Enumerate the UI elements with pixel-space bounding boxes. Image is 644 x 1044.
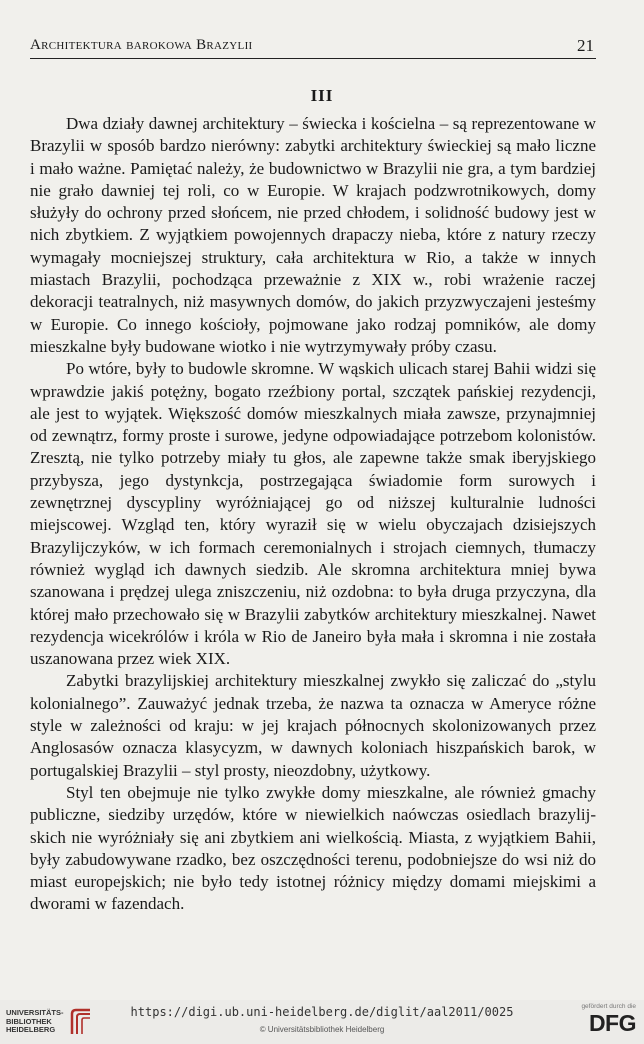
funding-note: gefördert durch die	[581, 1003, 636, 1010]
paragraph: Po wtóre, były to budowle skromne. W wąskich ulicach starej Bahii widzi się wprawdzie jakiś potężny, bogato rzeźbiony portal, szczątek pańskiej rezydencji, ale jest to wyjątek. Większość domów mieszkalnych miała zawsze, przynajmniej od zewnątrz, formy proste i surowe, jedyne odpowiadające potrzebom kolonistów. Zresztą, nie tylko potrzeby miały tu głos, ale zapewne także smak iberyjskiego przybysza, jego dystynkcja, postrzegająca świadomie form surowych i zewnętrznej dyscypliny wyróżniającej go od niższej kulturalnie ludności miejscowej. Wzgląd ten, który wyraził się w wielu obyczajach dzisiejszych Brazylijczyków, w ich formach ceremonialnych i strojach ciemnych, tłumaczy również wygląd ich dawnych siedzib. Ale skromna architektura mniej bywa szanowana i prędzej ulega zniszczeniu, niż ozdobna: to była druga przyczyna, dla której mało przechowało się w Brazylii zabytków architektury mieszkalnej. Nawet rezydencja wicekrólów i króla w Rio de Janeiro była mała i skromna i nie została uszanowana przez wiek XIX.	[30, 359, 596, 669]
copyright-notice: © Universitätsbibliothek Heidelberg	[259, 1025, 385, 1034]
running-head	[30, 36, 596, 59]
chapter-heading: III	[310, 86, 334, 105]
dfg-logo[interactable]: DFG	[588, 1010, 636, 1036]
library-name: UNIVERSITÄTS- BIBLIOTHEK HEIDELBERG	[6, 1008, 64, 1035]
paragraph: Zabytki brazylijskiej architektury mieszkalnej zwykło się zaliczać do „stylu kolonialnego”. Zauważyć jednak trzeba, że nazwa ta oznacza w Ameryce różne style w zależności od kraju: w jej krajach północnych skolonizowanych przez Anglosasów oznacza klasycyzm, w dawnych koloniach hiszpańskich barok, w portugalskiej Brazylii – styl prosty, nieozdobny, użytkowy.	[30, 671, 596, 780]
page-number: 21	[577, 36, 594, 55]
paragraph: Styl ten obejmuje nie tylko zwykłe domy mieszkalne, ale również gmachy publiczne, siedziby urzędów, które w niewielkich naówczas osiedlach brazylijskich nie wyróżniały się ani zbytkiem ani wielkością. Miasta, z wyjątkiem Bahii, były zabudowywane rzadko, bez oszczędności terenu, podobniejsze do wsi niż do miast europejskich; nie było tedy istotnej różnicy między domami miejskimi a dworami w fazendach.	[30, 782, 596, 914]
funder-block	[572, 1003, 636, 1036]
paragraph: Dwa działy dawnej architektury – świecka i kościelna – są reprezentowane w Brazylii w sposób bardzo nierówny: zabytki architektury świeckiej są mało liczne i mało ważne. Pamiętać należy, że budownictwo w Brazylii nie gra, a tym bardziej nie grało dawniej tej roli, co w Europie. W krajach podzwrotnikowych, domy służyły do ochrony przed słońcem, nie przed chłodem, i solidność budowy jest w nich zbytkiem. Z wyjątkiem powojennych drapaczy nieba, które z natury rzeczy wymagały mocniejszej struktury, cała architektura w Rio, a także w innych miastach Brazylii, pochodząca przeważnie z XIX w., robi wrażenie raczej dekoracji teatralnych, niż masywnych domów, do jakich przyzwyczajeni jesteśmy w Europie. Co innego kościoły, pojmowane jako rodzaj pomników, ale domy mieszkalne były budowane wiotko i nie wytrzymywały próby czasu.	[30, 114, 596, 356]
body-text	[30, 113, 596, 916]
running-title: Architektura barokowa Brazylii	[30, 37, 253, 53]
viewer-footer	[0, 1000, 644, 1044]
permalink-url[interactable]: https://digi.ub.uni-heidelberg.de/diglit/aal2011/0025	[130, 1005, 514, 1019]
